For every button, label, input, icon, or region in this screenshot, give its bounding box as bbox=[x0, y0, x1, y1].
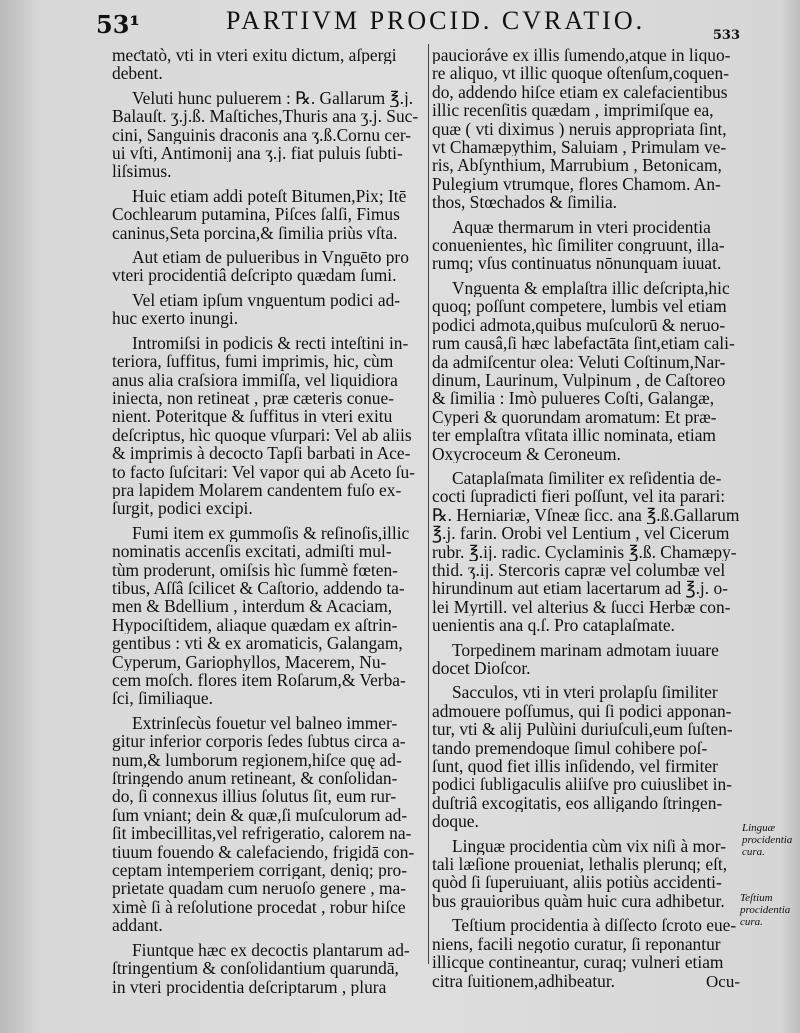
text-line: conuenientes, hìc ſimiliter congruunt, illa- bbox=[432, 236, 725, 255]
text-line: meƈtatò, vti in vteri exitu dictum, aſpergi bbox=[112, 46, 397, 65]
text-line: illicque contineantur, curaq; vulneri etiam bbox=[432, 953, 724, 972]
text-line: Pulegium vtrumque, flores Chamom. An- bbox=[432, 174, 721, 194]
text-line: Aut etiam de pulueribus in Vnguēto pro bbox=[132, 248, 409, 267]
text-line: teriora, ſuffitus, fumi imprimis, hic, cùm bbox=[112, 352, 394, 371]
text-line: illic recenſitis quædam , imprimiſque ea, bbox=[432, 101, 714, 120]
paragraph bbox=[112, 187, 426, 242]
text-line: thid. ʒ.ij. Stercoris capræ vel columbæ vel bbox=[432, 560, 726, 580]
text-line: cini, Sanguinis draconis ana ʒ.ß.Cornu cer- bbox=[112, 125, 412, 145]
text-line: Sacculos, vti in vteri prolapſu ſimiliter bbox=[452, 683, 718, 702]
paragraph bbox=[112, 524, 426, 708]
page-number-left: 53¹ bbox=[96, 10, 140, 39]
text-line: liſsimus. bbox=[112, 162, 172, 181]
text-line: Cyperum, Gariophyllos, Macerem, Nu- bbox=[112, 652, 387, 671]
text-line: Fiuntque hæc ex decoctis plantarum ad- bbox=[132, 940, 410, 960]
text-line: citra ſuitionem,adhibeatur. bbox=[432, 971, 616, 990]
text-line: Cyperi & quorundam aromatum: Et præ- bbox=[432, 407, 717, 427]
text-line: ſci, ſimiliaque. bbox=[112, 689, 213, 708]
left-column bbox=[112, 46, 426, 1002]
paragraph bbox=[432, 641, 744, 678]
text-line: rubr. ℥.ij. radic. Cyclaminis ℥.ß. Chamæpy- bbox=[432, 542, 737, 561]
text-line: ſit imbecillitas,vel refrigeratio, calorem na- bbox=[112, 824, 412, 843]
text-line: lei Myrtill. vel alterius & ſucci Herbæ con- bbox=[432, 597, 731, 617]
text-line: duſtriâ excogitatis, eos alligando ſtringen- bbox=[432, 793, 723, 813]
text-line: vt Chamæpythim, Saluiam , Primulam ve- bbox=[432, 138, 727, 157]
text-line: ſunt, quod fiet illis inſidendo, vel firmiter bbox=[432, 757, 718, 776]
text-line: docet Dioſcor. bbox=[432, 659, 531, 678]
text-line: doque. bbox=[432, 812, 479, 831]
text-line: niens, facili negotio curatur, ſi reponantur bbox=[432, 934, 721, 954]
text-line: addant. bbox=[112, 916, 163, 935]
running-title: PARTIVM PROCID. CVRATIO. bbox=[226, 6, 646, 35]
text-line: da admiſcentur olea: Veluti Coſtinum,Nar- bbox=[432, 352, 726, 371]
text-line: gitur inferior corporis ſedes ſubtus circa a- bbox=[112, 732, 406, 751]
text-line: Oxycroceum & Ceroneum. bbox=[432, 444, 621, 463]
text-line: Balauſt. ʒ.j.ß. Maſtiches,Thuris ana ʒ.j. Suc- bbox=[112, 107, 419, 126]
text-line: tùm proderunt, omiſsis hìc ſummè fœten- bbox=[112, 560, 398, 579]
text-line: ſurgit, podici excipi. bbox=[112, 499, 253, 518]
text-line: Vnguenta & emplaſtra illic deſcripta,hic bbox=[452, 278, 730, 298]
text-line: ter emplaſtra vſitata illic nominata, etiam bbox=[432, 426, 716, 445]
text-line: podici ſubligaculis aliiſve pro cuiuslibet in- bbox=[432, 775, 732, 794]
catchword: Ocu- bbox=[706, 972, 740, 991]
text-line: Vel etiam ipſum vnguentum podici ad- bbox=[132, 290, 401, 310]
paragraph bbox=[112, 46, 426, 83]
text-line: vteri procidentiâ deſcripto quædam ſumi. bbox=[112, 266, 397, 285]
text-line: to facto ſuſcitari: Vel vapor qui ab Aceto ſu- bbox=[112, 462, 415, 481]
paragraph bbox=[112, 89, 426, 181]
text-line: ris, Abſynthium, Marrubium , Betonicam, bbox=[432, 156, 722, 175]
text-line: iniecta, non retineat , præ cæteris conue- bbox=[112, 388, 395, 408]
text-line: men & Bdellium , interdum & Acaciam, bbox=[112, 597, 393, 616]
text-line: ximè ſi à reſolutione procedat , robur hiſce bbox=[112, 897, 406, 917]
text-line: Fumi item ex gummoſis & reſinoſis,illic bbox=[132, 523, 410, 543]
text-line: ℞. Herniariæ, Vſneæ ſicc. ana ℥.ß.Gallarum bbox=[432, 505, 740, 525]
text-line: admouere poſſumus, qui ſi podici apponan- bbox=[432, 701, 732, 721]
column-divider bbox=[428, 44, 429, 964]
paragraph bbox=[432, 218, 744, 273]
text-line: bus grauioribus quàm huic cura adhibetur. bbox=[432, 891, 725, 911]
text-line: ſtringentium & conſolidantium quarundā, bbox=[112, 959, 399, 978]
text-line: anus alia craſsiora immiſſa, vel liquidiora bbox=[112, 370, 398, 389]
text-line: gentibus : vti & ex aromaticis, Galangam, bbox=[112, 634, 403, 653]
text-line: do, ſi connexus illius ſolutus ſit, eum rur- bbox=[112, 787, 397, 806]
text-line: debent. bbox=[112, 64, 163, 83]
text-line: Teſtium procidentia à diſſecto ſcroto eue- bbox=[452, 916, 737, 935]
text-line: hirundinum aut etiam lacertarum ad ℥.j. o- bbox=[432, 579, 728, 598]
text-line: re aliquo, vt illic quoque oſtenſum,coquen- bbox=[432, 64, 730, 83]
text-line: Cataplaſmata ſimiliter ex reſidentia de- bbox=[452, 468, 722, 488]
text-line: tali læſione proueniat, lethalis plerunq; eſt, bbox=[432, 855, 728, 874]
text-line: Intromiſsi in podicis & recti inteſtini in- bbox=[132, 333, 409, 353]
text-line: ſtringendo anum retineant, & conſolidan- bbox=[112, 769, 398, 788]
paragraph bbox=[112, 248, 426, 285]
text-line: Aquæ thermarum in vteri procidentia bbox=[452, 217, 711, 237]
text-line: nient. Poteritque & ſuffitus in vteri exitu bbox=[112, 407, 393, 426]
text-line: Extrinſecùs fouetur vel balneo immer- bbox=[132, 713, 398, 733]
text-line: rumq; vſus continuatus nōnunquam iuuat. bbox=[432, 254, 722, 273]
text-line: Veluti hunc puluerem : ℞. Gallarum ℥.j. bbox=[132, 88, 414, 108]
text-line: Linguæ procidentia cùm vix niſi à mor- bbox=[452, 836, 726, 856]
paragraph bbox=[112, 941, 426, 996]
page-header bbox=[96, 6, 740, 43]
paragraph bbox=[432, 279, 744, 463]
paragraph bbox=[432, 469, 744, 635]
paragraph bbox=[432, 837, 744, 911]
text-line: tiuum fouendo & calefaciendo, frigidā con- bbox=[112, 842, 415, 862]
text-line: quòd ſi ſuperuiuant, aliis potiùs accidenti- bbox=[432, 873, 722, 892]
margin-note-testium: Teſtium procidentia cura. bbox=[740, 892, 791, 928]
text-line: tando premendoque ſimul cohibere poſ- bbox=[432, 738, 708, 758]
text-line: deſcriptus, hìc quoque vſurpari: Vel ab aliis bbox=[112, 425, 412, 445]
text-line: pra lapidem Molarem candentem fuſo ex- bbox=[112, 480, 402, 500]
text-line: ℥.j. farin. Orobi vel Lentium , vel Cicerum bbox=[432, 524, 730, 543]
paragraph bbox=[112, 714, 426, 935]
margin-note-lingua: Linguæ procidentia cura. bbox=[742, 822, 793, 858]
text-line: ceptam intemperiem corrigant, deniq; pro- bbox=[112, 861, 408, 880]
text-line: podici admota,quibus muſculorū & neruo- bbox=[432, 315, 726, 335]
text-line: cocti ſupradicti fieri poſſunt, vel ita parari: bbox=[432, 487, 726, 506]
text-line: in vteri procidentia deſcriptarum , plura bbox=[112, 977, 387, 996]
text-line: do, addendo hiſce etiam ex calefacientibus bbox=[432, 82, 728, 102]
paragraph bbox=[112, 291, 426, 328]
text-line: paucioráve ex illis ſumendo,atque in liquo- bbox=[432, 46, 731, 65]
text-line: tibus, Aſſâ ſcilicet & Caſtorio, addendo ta- bbox=[112, 578, 405, 598]
text-line: Torpedinem marinam admotam iuuare bbox=[452, 640, 719, 659]
text-line: quæ ( vti diximus ) neruis appropriata ſint, bbox=[432, 119, 727, 139]
text-line: ſum vniant; dein & quæ,ſi muſculorum ad- bbox=[112, 805, 408, 825]
paragraph bbox=[432, 916, 744, 990]
text-line: huc exerto inungi. bbox=[112, 309, 239, 328]
text-line: cem moſch. flores item Roſarum,& Verba- bbox=[112, 671, 406, 690]
text-line: Hypociſtidem, aliaque quædam ex aſtrin- bbox=[112, 615, 398, 635]
text-line: uenientis ana q.ſ. Pro cataplaſmate. bbox=[432, 616, 675, 635]
text-line: tur, vti & alij Pulùini duriuſculi,eum ſuſten- bbox=[432, 720, 733, 739]
text-line: num,& lumborum regionem,hiſce quę ad- bbox=[112, 750, 402, 770]
right-column bbox=[432, 46, 744, 996]
text-line: & imprimis à decocto Tapſi barbati in Ace- bbox=[112, 444, 411, 463]
text-line: Cochlearum putamina, Piſces ſalſi, Fimus bbox=[112, 205, 400, 224]
page-number-right: 533 bbox=[712, 28, 740, 43]
paragraph bbox=[432, 46, 744, 212]
paragraph bbox=[432, 683, 744, 830]
text-line: quoq; poſſunt competere, lumbis vel etiam bbox=[432, 297, 727, 316]
text-line: caninus,Seta porcina,& ſimilia priùs vſta. bbox=[112, 223, 398, 243]
text-line: & ſimilia : Imò pulueres Coſti, Galangæ, bbox=[432, 389, 715, 408]
paragraph bbox=[112, 334, 426, 518]
text-line: nominatis accenſis excitati, admiſti mul- bbox=[112, 542, 392, 561]
text-line: Huic etiam addi poteſt Bitumen,Pix; Itē bbox=[132, 186, 407, 206]
text-line: thos, Stœchados & ſimilia. bbox=[432, 193, 618, 212]
text-line: prietate quadam cum neruoſo genere , ma- bbox=[112, 879, 407, 898]
text-line: rum causâ,ſi hæc labefactāta ſint,etiam cali- bbox=[432, 334, 735, 353]
text-line: dinum, Laurinum, Vulpinum , de Caſtoreo bbox=[432, 370, 726, 390]
text-line: ui vſti, Antimonij ana ʒ.j. fiat puluis ſubti- bbox=[112, 144, 403, 163]
